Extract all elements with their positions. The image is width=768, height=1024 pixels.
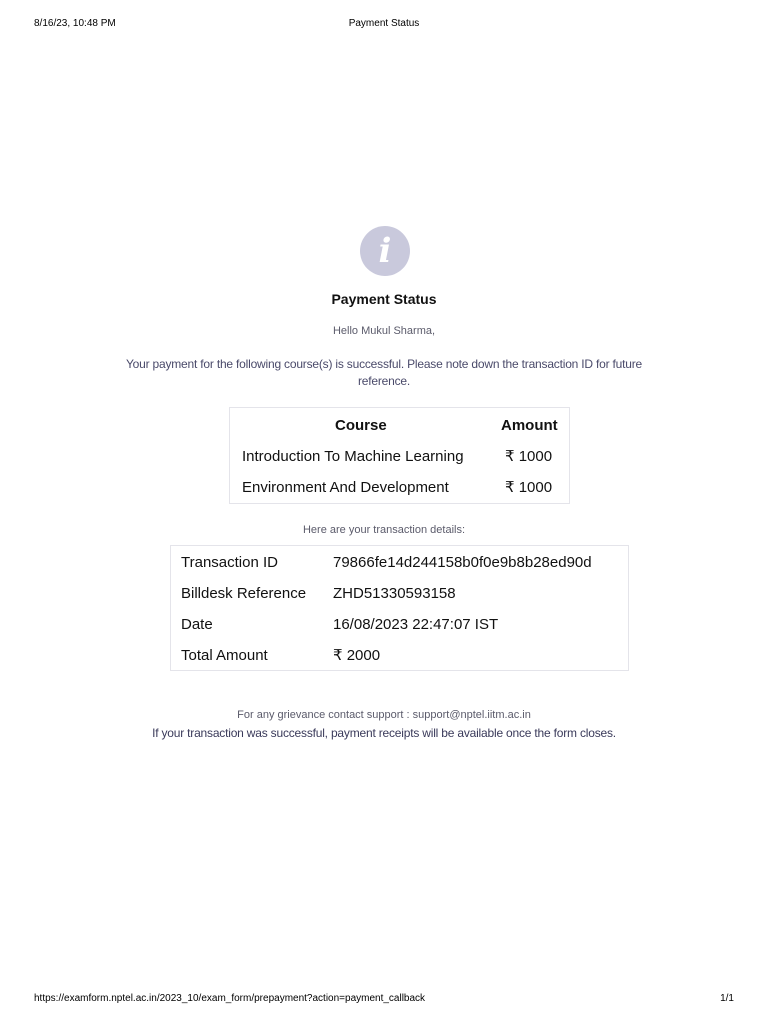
- transaction-id-label: Transaction ID: [181, 554, 278, 571]
- billdesk-reference-value: ZHD51330593158: [333, 585, 456, 602]
- course-header: Course: [335, 417, 387, 434]
- table-row: [171, 547, 628, 578]
- greeting-text: Hello Mukul Sharma,: [332, 325, 436, 337]
- page-count: 1/1: [720, 993, 734, 1004]
- print-footer: [34, 993, 734, 1007]
- total-amount-value: ₹ 2000: [333, 647, 381, 664]
- transaction-id-value: 79866fe14d244158b0f0e9b8b28ed90d: [333, 554, 592, 571]
- total-amount-label: Total Amount: [181, 647, 268, 664]
- course-table: [229, 407, 570, 504]
- table-row: [171, 640, 628, 671]
- table-row: [171, 609, 628, 640]
- table-row: [171, 578, 628, 609]
- page-title: Payment Status: [331, 291, 437, 307]
- print-header: [34, 18, 734, 32]
- success-message: Your payment for the following course(s) is successful. Please note down the transaction ID for future reference.: [125, 357, 643, 388]
- course-name: Environment And Development: [242, 479, 449, 496]
- course-amount: ₹ 1000: [505, 448, 553, 465]
- receipt-note: If your transaction was successful, payment receipts will be available once the form closes.: [152, 726, 616, 740]
- info-icon-glyph: i: [378, 231, 392, 271]
- print-datetime: 8/16/23, 10:48 PM: [34, 18, 116, 29]
- date-label: Date: [181, 616, 213, 633]
- print-page-title: Payment Status: [348, 18, 420, 29]
- table-row: [230, 441, 569, 472]
- table-row: [230, 472, 569, 503]
- support-contact: For any grievance contact support : support@nptel.iitm.ac.in: [237, 709, 531, 721]
- course-amount: ₹ 1000: [505, 479, 553, 496]
- date-value: 16/08/2023 22:47:07 IST: [333, 616, 499, 633]
- print-url: https://examform.nptel.ac.in/2023_10/exam_form/prepayment?action=payment_callback: [34, 993, 426, 1004]
- amount-header: Amount: [501, 417, 558, 434]
- transaction-table: [170, 545, 629, 671]
- transaction-details-intro: Here are your transaction details:: [302, 524, 466, 536]
- billdesk-reference-label: Billdesk Reference: [181, 585, 307, 602]
- course-name: Introduction To Machine Learning: [242, 448, 464, 465]
- course-table-header: [230, 410, 569, 441]
- info-icon: [360, 226, 410, 276]
